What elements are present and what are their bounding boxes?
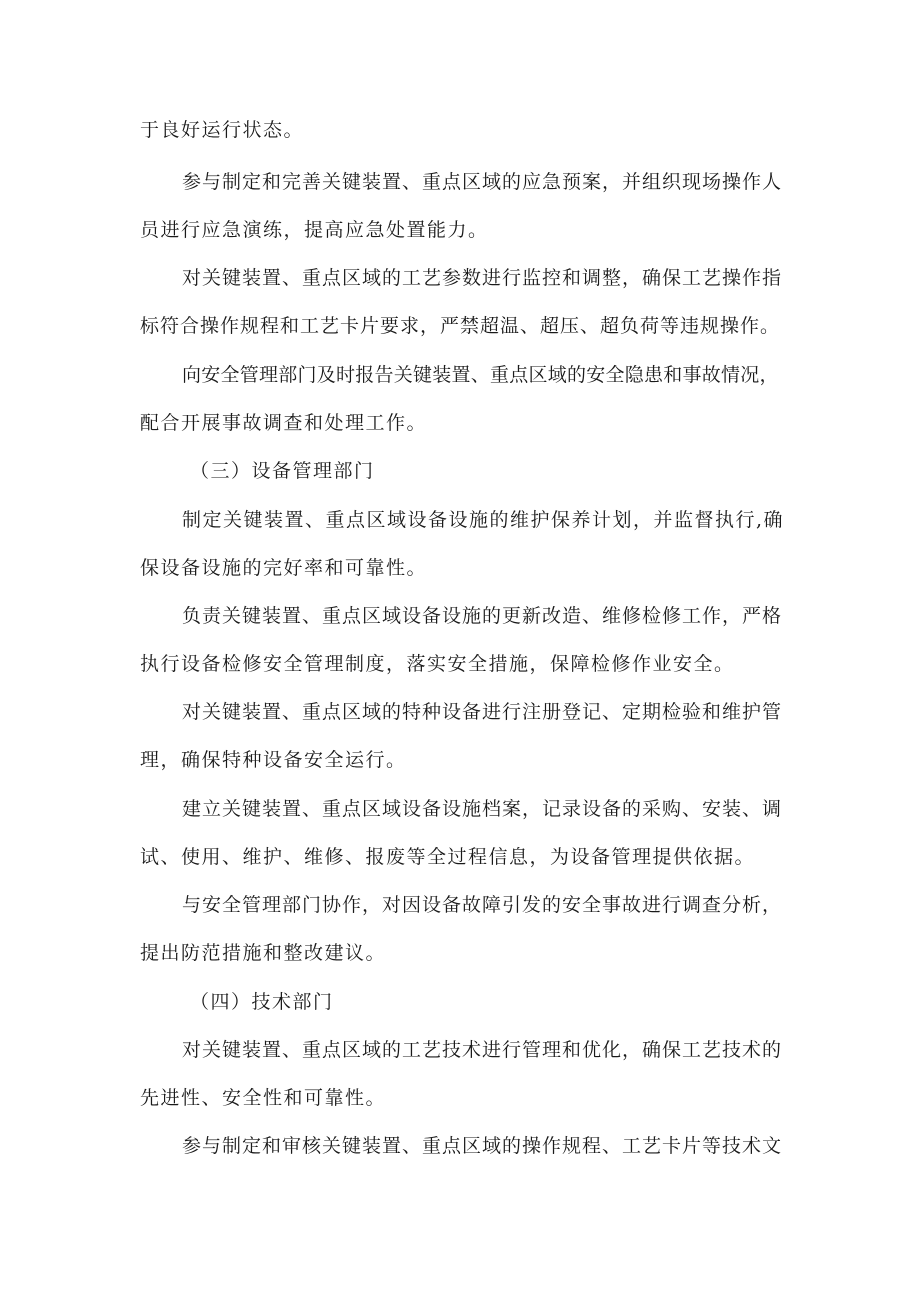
paragraph-line: 先进性、安全性和可靠性。 bbox=[140, 1087, 387, 1109]
paragraph-line: 标符合操作规程和工艺卡片要求，严禁超温、超压、超负荷等违规操作。 bbox=[140, 315, 781, 337]
paragraph-line: 对关键装置、重点区域的工艺技术进行管理和优化，确保工艺技术的 bbox=[182, 1039, 783, 1061]
paragraph-line: 于良好运行状态。 bbox=[140, 119, 305, 141]
paragraph-line: 参与制定和完善关键装置、重点区域的应急预案，并组织现场操作人 bbox=[182, 171, 783, 193]
section-heading: （四）技术部门 bbox=[190, 991, 334, 1013]
paragraph-line: 与安全管理部门协作，对因设备故障引发的安全事故进行调查分析， bbox=[182, 894, 783, 916]
paragraph-line: 员进行应急演练，提高应急处置能力。 bbox=[140, 219, 489, 241]
paragraph-line: 负责关键装置、重点区域设备设施的更新改造、维修检修工作，严格 bbox=[182, 605, 783, 627]
paragraph-line: 执行设备检修安全管理制度，落实安全措施，保障检修作业安全。 bbox=[140, 653, 735, 675]
paragraph-line: 配合开展事故调查和处理工作。 bbox=[140, 412, 428, 434]
paragraph-line: 对关键装置、重点区域的特种设备进行注册登记、定期检验和维护管 bbox=[182, 701, 783, 723]
paragraph-line: 保设备设施的完好率和可靠性。 bbox=[140, 557, 428, 579]
paragraph-line: 试、使用、维护、维修、报废等全过程信息，为设备管理提供依据。 bbox=[140, 846, 756, 868]
section-heading: （三）设备管理部门 bbox=[190, 460, 375, 482]
paragraph-line: 参与制定和审核关键装置、重点区域的操作规程、工艺卡片等技术文 bbox=[182, 1135, 783, 1157]
paragraph-line: 理，确保特种设备安全运行。 bbox=[140, 749, 407, 771]
paragraph-line: 制定关键装置、重点区域设备设施的维护保养计划，并监督执行,确 bbox=[182, 509, 785, 531]
paragraph-line: 建立关键装置、重点区域设备设施档案，记录设备的采购、安装、调 bbox=[182, 798, 783, 820]
paragraph-line: 提出防范措施和整改建议。 bbox=[140, 942, 387, 964]
paragraph-line: 向安全管理部门及时报告关键装置、重点区域的安全隐患和事故情况， bbox=[182, 364, 779, 386]
paragraph-line: 对关键装置、重点区域的工艺参数进行监控和调整，确保工艺操作指 bbox=[182, 267, 783, 289]
